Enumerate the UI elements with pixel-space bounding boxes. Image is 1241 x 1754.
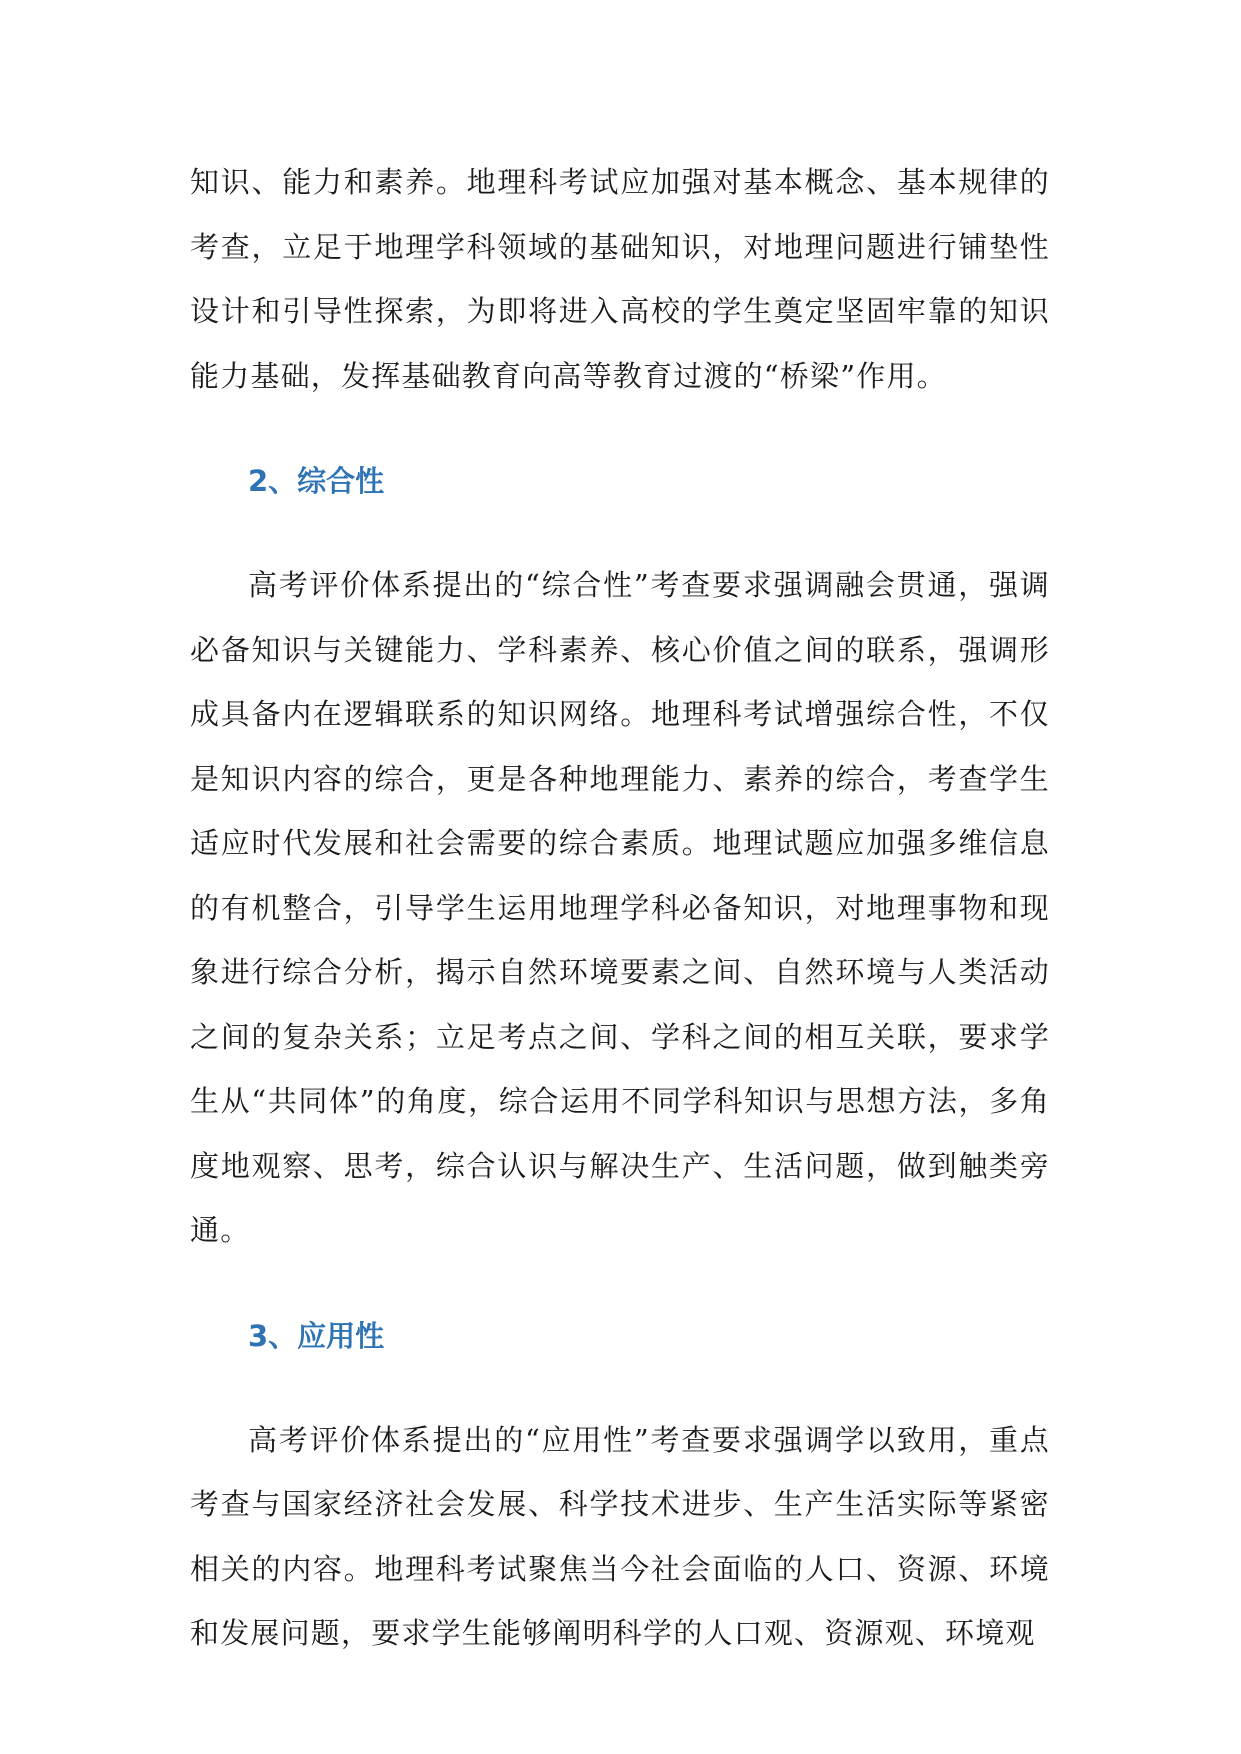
document-page xyxy=(190,150,1050,1666)
body-paragraph: 高考评价体系提出的“综合性”考查要求强调融会贯通，强调必备知识与关键能力、学科素养、核心价值之间的联系，强调形成具备内在逻辑联系的知识网络。地理科考试增强综合性，不仅是知识内容的综合，更是各种地理能力、素养的综合，考查学生适应时代发展和社会需要的综合素质。地理试题应加强多维信息的有机整合，引导学生运用地理学科必备知识，对地理事物和现象进行综合分析，揭示自然环境要素之间、自然环境与人类活动之间的复杂关系；立足考点之间、学科之间的相互关联，要求学生从“共同体”的角度，综合运用不同学科知识与思想方法，多角度地观察、思考，综合认识与解决生产、生活问题，做到触类旁通。 xyxy=(190,568,1050,1247)
body-paragraph: 高考评价体系提出的“应用性”考查要求强调学以致用，重点考查与国家经济社会发展、科学技术进步、生产生活实际等紧密相关的内容。地理科考试聚焦当今社会面临的人口、资源、环境和发展问题，要求学生能够阐明科学的人口观、资源观、环境观 xyxy=(190,1422,1050,1650)
section-heading: 2、综合性 xyxy=(248,464,385,498)
body-paragraph: 知识、能力和素养。地理科考试应加强对基本概念、基本规律的考查，立足于地理学科领域的基础知识，对地理问题进行铺垫性设计和引导性探索，为即将进入高校的学生奠定坚固牢靠的知识能力基础，发挥基础教育向高等教育过渡的“桥梁”作用。 xyxy=(190,165,1050,393)
section-heading: 3、应用性 xyxy=(248,1318,385,1353)
